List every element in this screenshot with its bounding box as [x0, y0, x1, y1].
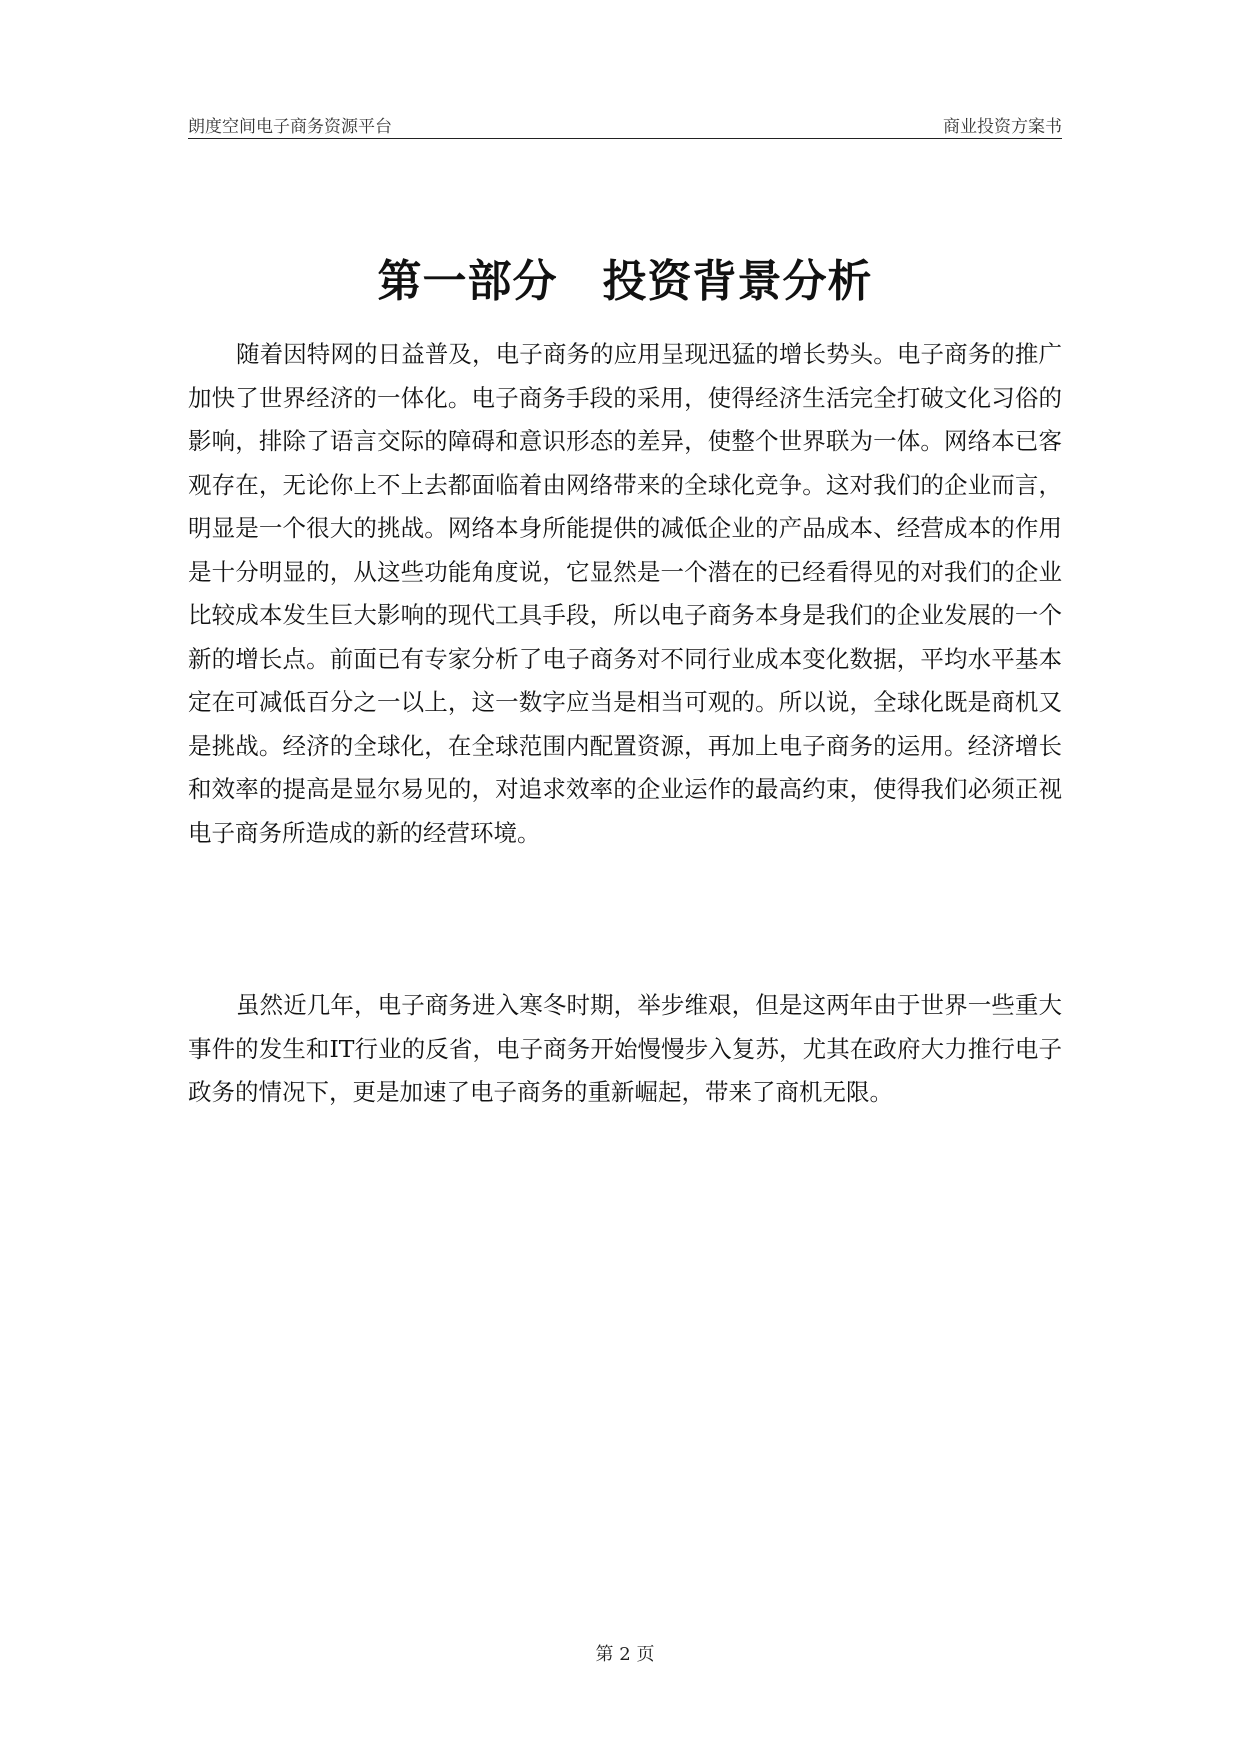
page-header — [188, 108, 1062, 139]
section-title: 第一部分 投资背景分析 — [377, 256, 873, 307]
page-number: 第 2 页 — [595, 1644, 655, 1665]
header-platform-name: 朗度空间电子商务资源平台 — [188, 117, 392, 137]
header-document-type: 商业投资方案书 — [943, 117, 1062, 137]
paragraph-investment-background: 随着因特网的日益普及，电子商务的应用呈现迅猛的增长势头。电子商务的推广加快了世界经济的一体化。电子商务手段的采用，使得经济生活完全打破文化习俗的影响，排除了语言交际的障碍和意识形态的差异，使整个世界联为一体。网络本已客观存在，无论你上不上去都面临着由网络带来的全球化竞争。这对我们的企业而言，明显是一个很大的挑战。网络本身所能提供的减低企业的产品成本、经营成本的作用是十分明显的，从这些功能角度说，它显然是一个潜在的已经看得见的对我们的企业比较成本发生巨大影响的现代工具手段，所以电子商务本身是我们的企业发展的一个新的增长点。前面已有专家分析了电子商务对不同行业成本变化数据，平均水平基本定在可减低百分之一以上，这一数字应当是相当可观的。所以说，全球化既是商机又是挑战。经济的全球化，在全球范围内配置资源，再加上电子商务的运用。经济增长和效率的提高是显尔易见的，对追求效率的企业运作的最高约束，使得我们必须正视电子商务所造成的新的经营环境。 — [188, 340, 1062, 847]
paragraph-ecommerce-recovery: 虽然近几年，电子商务进入寒冬时期，举步维艰，但是这两年由于世界一些重大事件的发生和IT行业的反省，电子商务开始慢慢步入复苏，尤其在政府大力推行电子政务的情况下，更是加速了电子商务的重新崛起，带来了商机无限。 — [188, 991, 1062, 1106]
